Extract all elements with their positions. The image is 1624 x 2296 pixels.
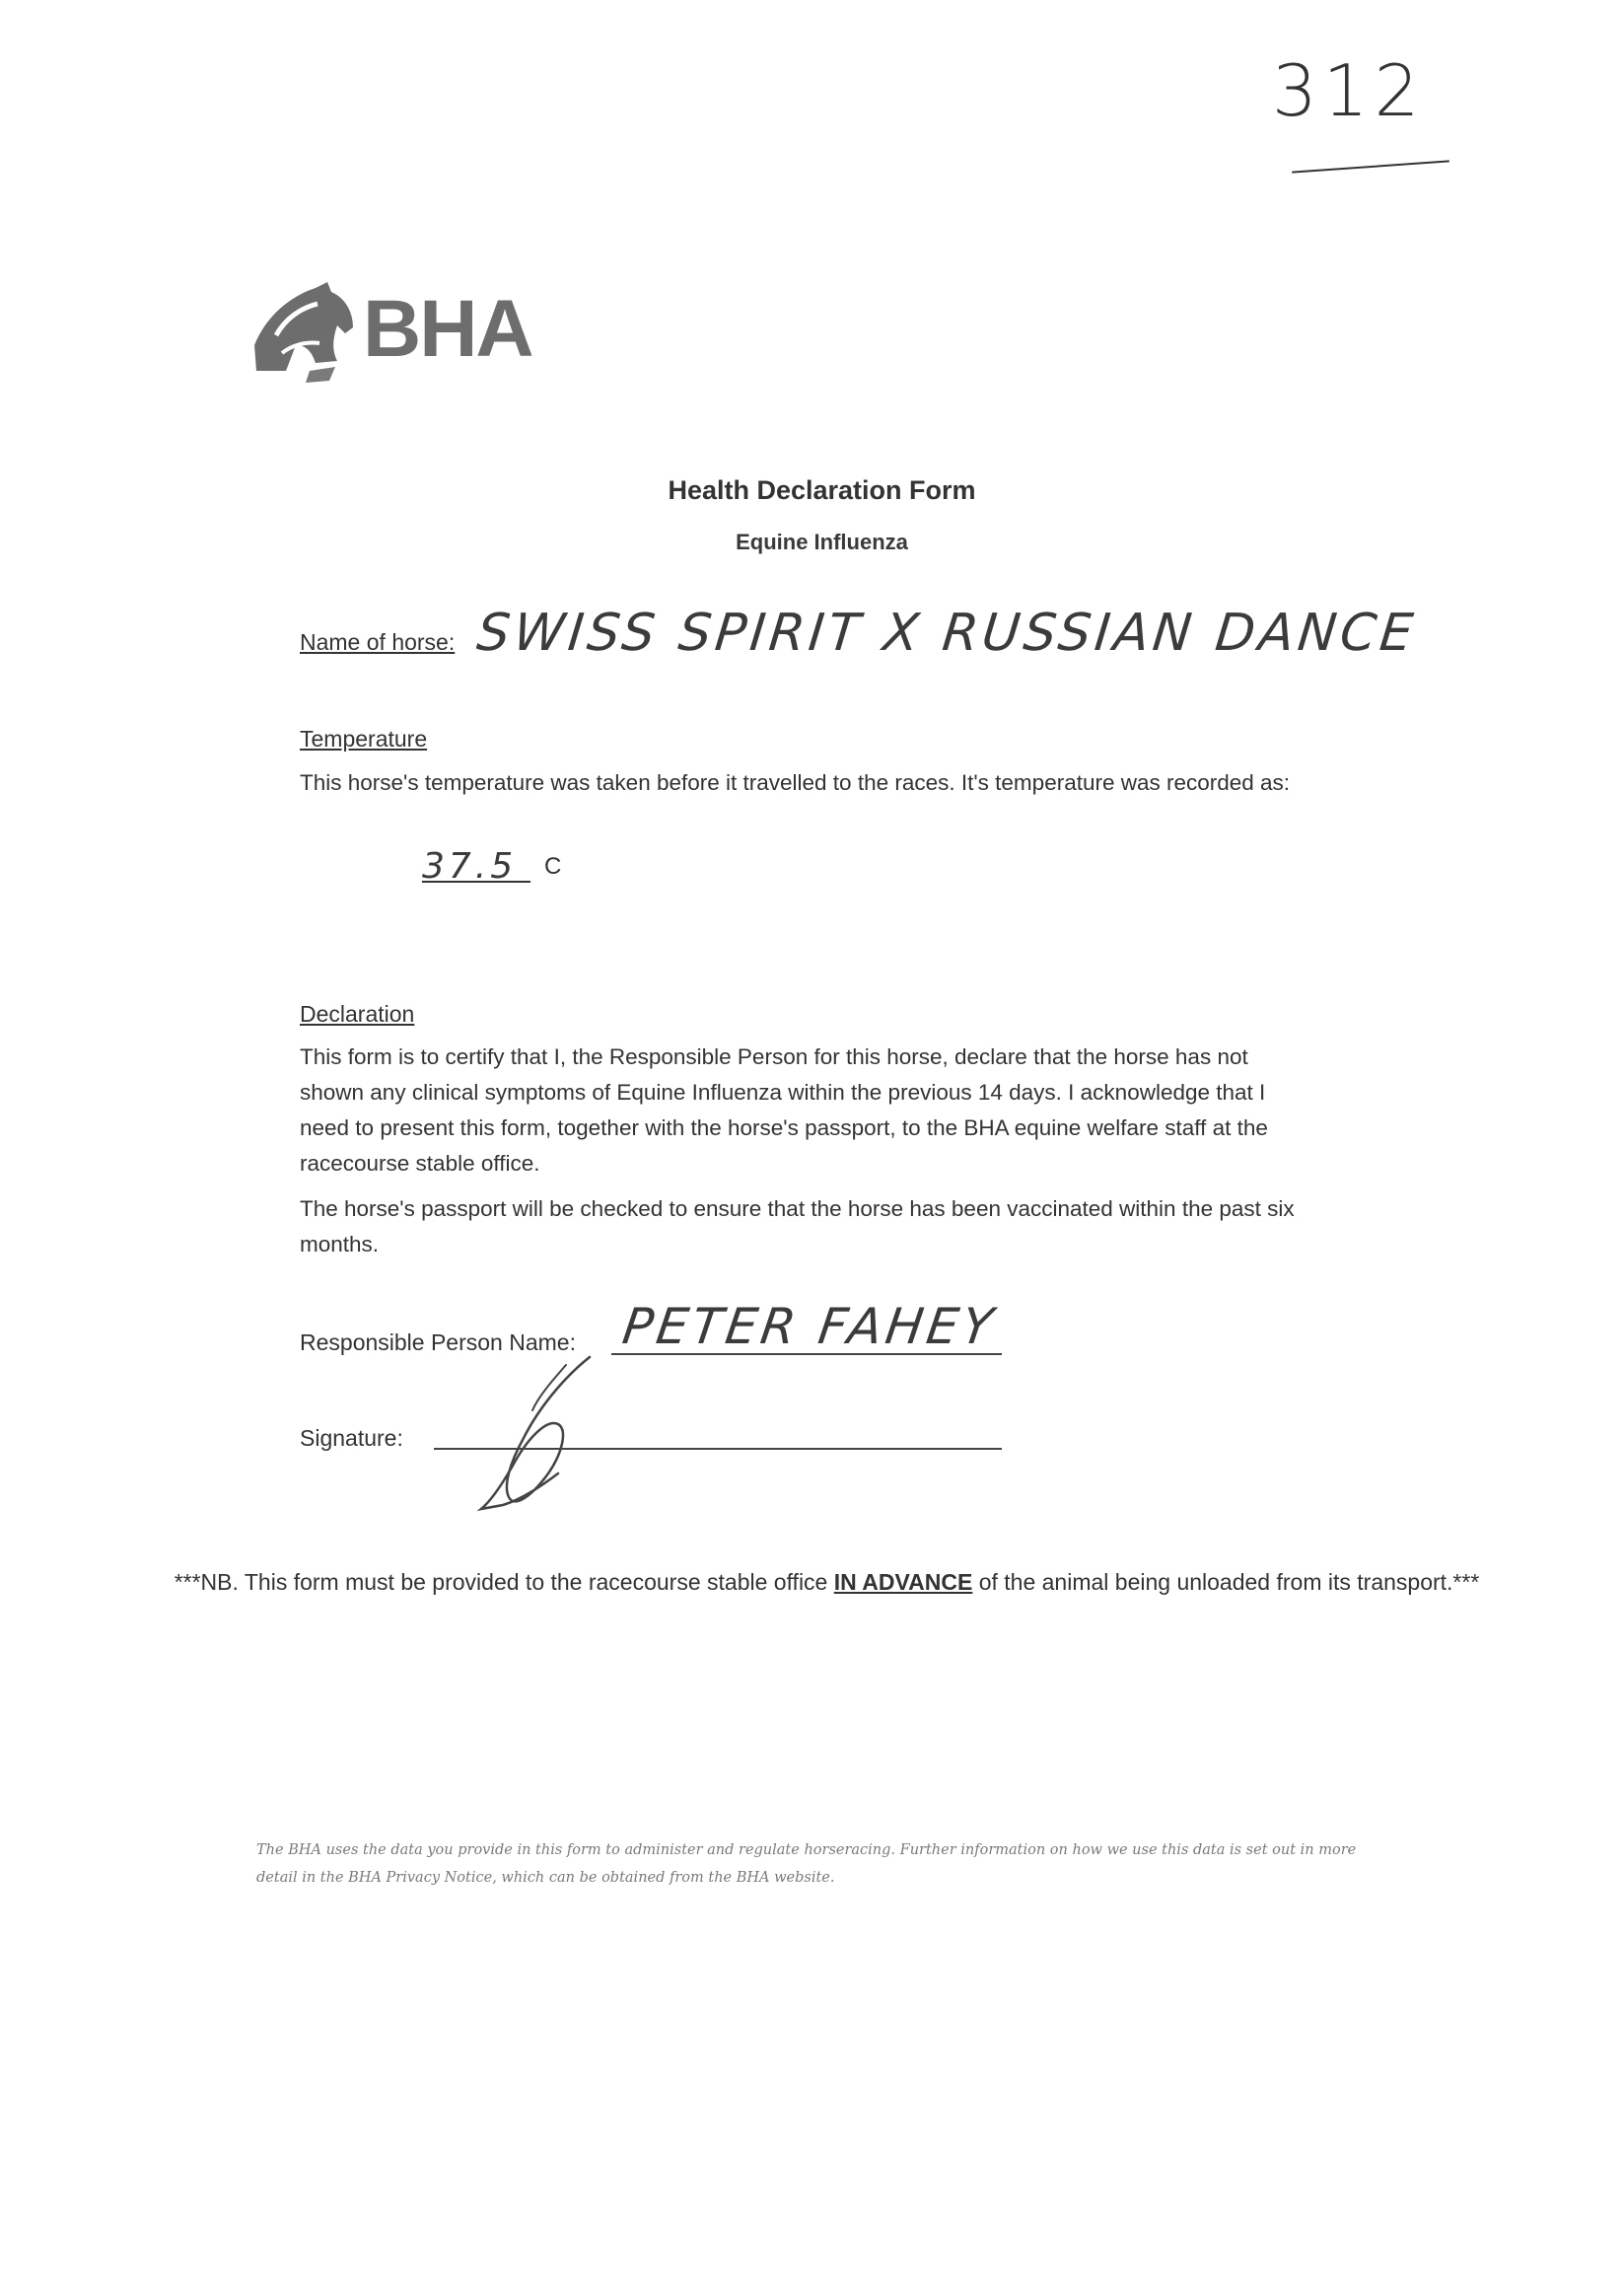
page-number-underline <box>1292 160 1449 173</box>
temperature-heading: Temperature <box>300 726 428 752</box>
privacy-footer: The BHA uses the data you provide in this form to administer and regulate horseracing. Further information on how we use this data is set out in more detail in the BHA Privacy Notice, which can be obtained from the BHA website. <box>256 1842 1357 1886</box>
logo-text: BHA <box>363 284 532 374</box>
signature-label: Signature: <box>300 1425 403 1451</box>
signature-mark[interactable] <box>463 1351 621 1519</box>
notice-suffix: of the animal being unloaded from its transport.*** <box>978 1569 1480 1595</box>
responsible-person-label: Responsible Person Name: <box>300 1329 576 1355</box>
declaration-heading: Declaration <box>300 1001 415 1027</box>
horse-name-value[interactable]: SWISS SPIRIT X RUSSIAN DANCE <box>473 604 1420 663</box>
passport-check-text: The horse's passport will be checked to ensure that the horse has been vaccinated within the past six months. <box>300 1196 1295 1256</box>
form-subtitle: Equine Influenza <box>736 530 908 554</box>
notice-emphasis: IN ADVANCE <box>833 1569 973 1595</box>
form-title: Health Declaration Form <box>668 475 976 505</box>
horse-name-label: Name of horse: <box>300 629 456 655</box>
advance-notice <box>0 1563 1624 1601</box>
responsible-person-value[interactable]: PETER FAHEY <box>618 1298 1001 1355</box>
temperature-field-line <box>422 881 530 883</box>
temperature-unit: C <box>544 853 562 880</box>
declaration-text: This form is to certify that I, the Responsible Person for this horse, declare that the horse has not shown any clinical symptoms of Equine Influenza within the previous 14 days. I acknowledge that I need to present this form, together with the horse's passport, to the BHA equine welfare staff at the racecourse stable office. <box>300 1044 1268 1176</box>
temperature-value[interactable]: 37.5 <box>422 846 518 887</box>
temperature-text: This horse's temperature was taken before it travelled to the races. It's temperature was recorded as: <box>300 770 1291 795</box>
notice-prefix: ***NB. This form must be provided to the racecourse stable office <box>174 1569 828 1595</box>
page-number: 312 <box>1272 49 1426 132</box>
